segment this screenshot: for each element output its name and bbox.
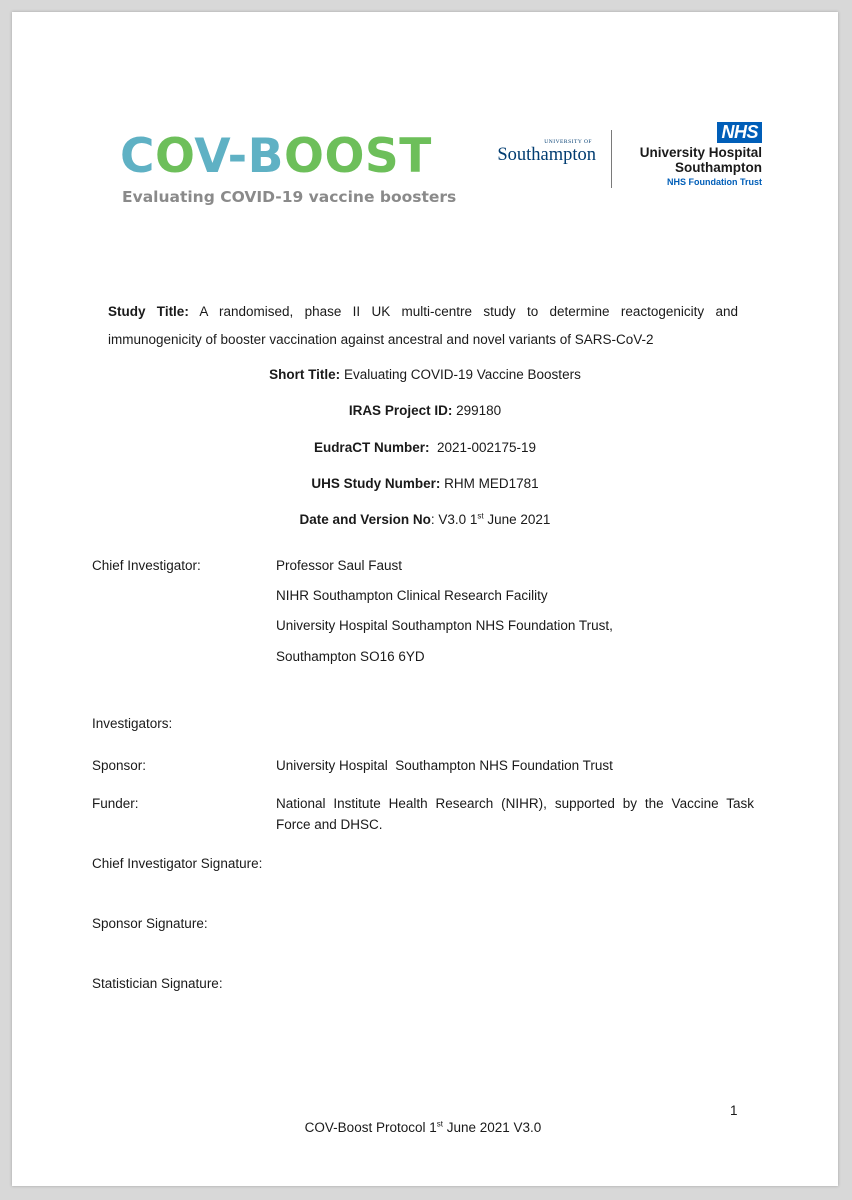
- sponsor-signature-label: Sponsor Signature:: [92, 916, 208, 931]
- uhs-study-number: [12, 476, 838, 491]
- funder-line1: National Institute Health Research (NIHR), supported by the Vaccine Task: [276, 796, 754, 811]
- nhs-logo: [622, 122, 762, 192]
- study-title-line1: [108, 298, 738, 326]
- footer-post: June 2021 V3.0: [442, 1120, 542, 1135]
- date-and-version: [12, 512, 838, 527]
- iras-project-id: [12, 403, 838, 418]
- iras-value: 299180: [456, 403, 502, 418]
- eudract-label: EudraCT Number:: [313, 440, 430, 455]
- cov-letters-ost: OST: [324, 129, 432, 184]
- nhs-logo-line3: NHS Foundation Trust: [667, 177, 762, 187]
- iras-label: IRAS Project ID:: [348, 403, 453, 418]
- nhs-logo-line2: Southampton: [675, 160, 762, 175]
- uhs-label: UHS Study Number:: [311, 476, 441, 491]
- chief-investigator-line2: NIHR Southampton Clinical Research Facility: [276, 588, 548, 603]
- chief-investigator-label: Chief Investigator:: [92, 558, 201, 573]
- cov-boost-logo: [120, 129, 457, 212]
- date-version-value-post: June 2021: [483, 512, 551, 527]
- southampton-logo-small: UNIVERSITY OF: [544, 139, 592, 145]
- study-title: [108, 298, 738, 354]
- chief-investigator-signature-label: Chief Investigator Signature:: [92, 856, 263, 871]
- footer-sup: st: [436, 1119, 443, 1129]
- chevron-up-icon: O: [284, 129, 325, 184]
- nhs-logo-line1: University Hospital: [639, 145, 762, 160]
- eudract-value: 2021-002175-19: [436, 440, 537, 455]
- virus-icon: O: [155, 129, 195, 184]
- funder-label: Funder:: [92, 796, 139, 811]
- page-footer: [12, 1120, 834, 1135]
- chief-investigator-line1: Professor Saul Faust: [276, 558, 403, 573]
- eudract-number: [12, 440, 838, 455]
- sponsor-label: Sponsor:: [92, 758, 147, 773]
- southampton-logo: [492, 139, 596, 179]
- date-version-value-pre: : V3.0 1: [430, 512, 478, 527]
- statistician-signature-label: Statistician Signature:: [92, 976, 223, 991]
- uhs-value: RHM MED1781: [444, 476, 539, 491]
- cov-letters-vb: V-B: [194, 129, 284, 184]
- funder-value: [276, 793, 754, 835]
- sponsor-value: University Hospital Southampton NHS Foundation Trust: [276, 758, 613, 773]
- logo-divider: [611, 130, 612, 188]
- study-title-text-2: immunogenicity of booster vaccination against ancestral and novel variants of SARS-CoV-2: [108, 332, 654, 347]
- study-title-label: Study Title:: [108, 304, 189, 319]
- footer-pre: COV-Boost Protocol 1: [304, 1120, 437, 1135]
- cov-boost-tagline: Evaluating COVID-19 vaccine boosters: [122, 188, 457, 206]
- funder-line2: Force and DHSC.: [276, 817, 383, 832]
- page-number: 1: [730, 1103, 738, 1118]
- chief-investigator-line3: University Hospital Southampton NHS Foundation Trust,: [276, 618, 613, 633]
- short-title-label: Short Title:: [269, 367, 341, 382]
- date-version-sup: st: [477, 511, 484, 521]
- document-page: [12, 12, 838, 1186]
- cov-letter-c: C: [120, 129, 155, 184]
- date-version-label: Date and Version No: [299, 512, 431, 527]
- short-title-value: Evaluating COVID-19 Vaccine Boosters: [343, 367, 581, 382]
- nhs-badge: NHS: [717, 122, 762, 143]
- southampton-logo-name: Southampton: [497, 145, 596, 165]
- chief-investigator-line4: Southampton SO16 6YD: [276, 649, 425, 664]
- investigators-label: Investigators:: [92, 716, 173, 731]
- short-title: [12, 367, 838, 382]
- study-title-text-1: A randomised, phase II UK multi-centre study to determine reactogenicity and: [199, 304, 738, 319]
- cov-boost-wordmark: [120, 129, 432, 184]
